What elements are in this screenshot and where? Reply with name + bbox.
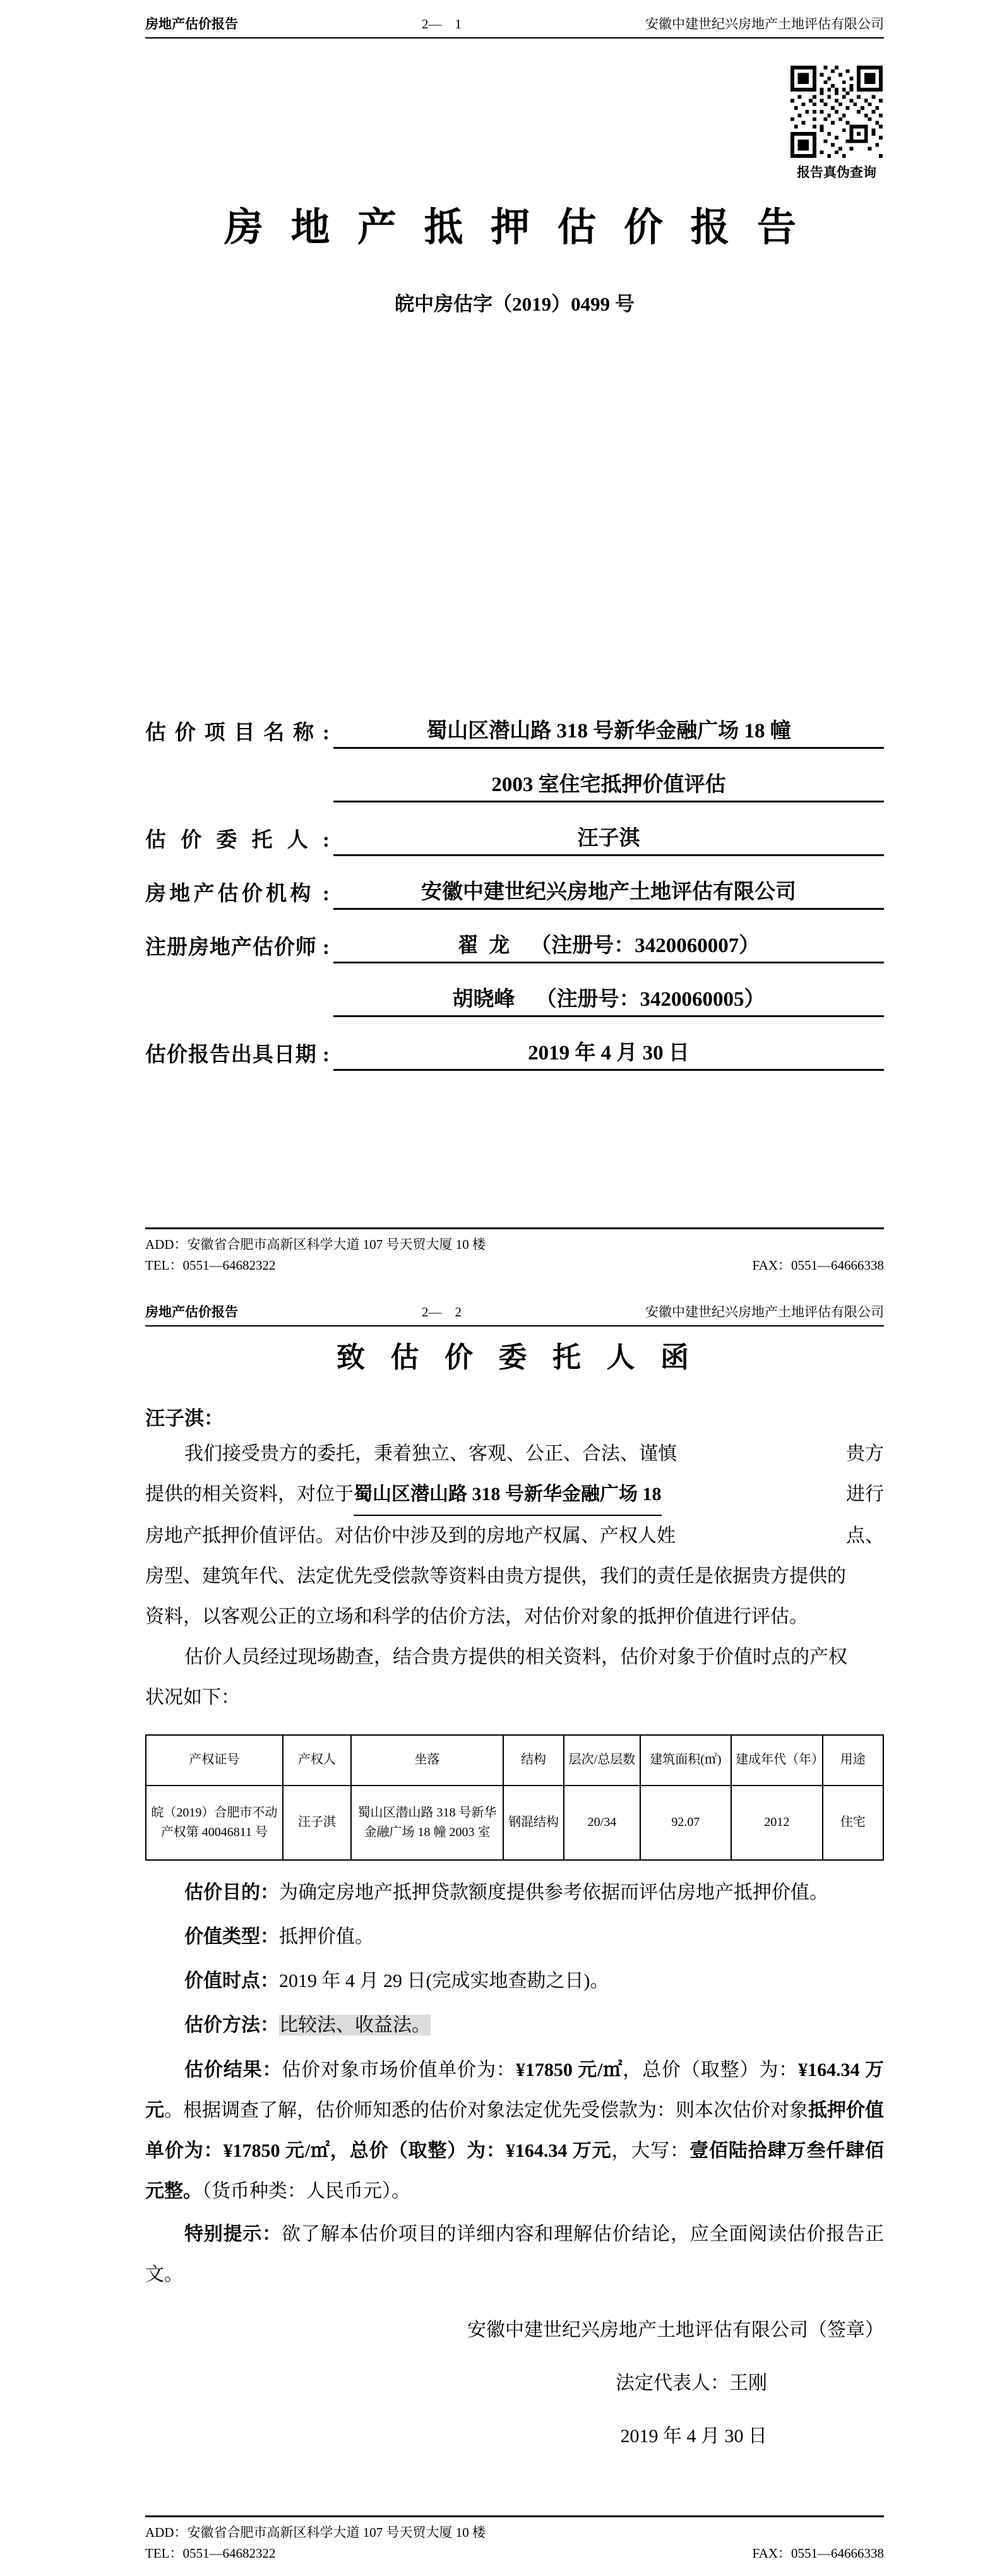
mortgage-unit-price-value: ¥17850 元/㎡ bbox=[223, 2140, 330, 2161]
intro-line-2-tail: 进行 bbox=[846, 1483, 884, 1505]
table-header-cell: 产权人 bbox=[283, 1735, 351, 1786]
appraisal-purpose-label: 估价目的： bbox=[184, 1881, 279, 1903]
table-header-cell: 用途 bbox=[823, 1735, 883, 1786]
appraisal-summary-items bbox=[145, 1871, 884, 2048]
appraisal-method-label: 估价方法： bbox=[184, 2014, 279, 2036]
value-date-text: 2019 年 4 月 29 日(完成实地查勘之日)。 bbox=[279, 1970, 609, 1991]
issue-date-label: 估价报告出具日期 : bbox=[145, 1043, 330, 1066]
result-label: 估价结果： bbox=[184, 2059, 282, 2080]
project-name-row bbox=[145, 695, 884, 749]
table-header-cell: 建成年代（年） bbox=[731, 1735, 822, 1786]
appraisal-method-line bbox=[145, 2003, 884, 2048]
result-text: 。根据调查了解，估价师知悉的估价对象法定优先受偿款为：则本次估价对象 bbox=[164, 2099, 808, 2121]
issue-date-value: 2019 年 4 月 30 日 bbox=[333, 1036, 884, 1071]
total-price-value: ¥164.34 万元 bbox=[145, 2059, 885, 2121]
table-header-cell: 坐落 bbox=[351, 1735, 503, 1786]
special-note-label: 特别提示： bbox=[184, 2223, 282, 2245]
result-text-bold: ，总价（取整）为： bbox=[330, 2140, 506, 2161]
empty-label bbox=[145, 799, 330, 802]
survey-line-1-text: 估价人员经过现场勘查，结合贵方提供的相关资料，估价对象于价值时点的产权 bbox=[184, 1646, 847, 1667]
result-paragraph bbox=[145, 2050, 884, 2212]
result-text: ，总价（取整）为： bbox=[623, 2059, 799, 2080]
intro-paragraph bbox=[145, 1434, 884, 1718]
intro-line-5 bbox=[145, 1597, 884, 1637]
appraisal-purpose-line bbox=[145, 1871, 884, 1915]
table-cell: 汪子淇 bbox=[283, 1786, 351, 1860]
page-header bbox=[145, 1303, 884, 1327]
agency-value: 安徽中建世纪兴房地产土地评估有限公司 bbox=[333, 875, 884, 910]
table-cell: 蜀山区潜山路 318 号新华金融广场 18 幢 2003 室 bbox=[351, 1786, 503, 1860]
table-row bbox=[146, 1786, 883, 1860]
signature-company: 安徽中建世纪兴房地产土地评估有限公司（签章） bbox=[467, 2319, 884, 2340]
value-date-label: 价值时点： bbox=[184, 1970, 279, 1991]
report-number: 皖中房估字（2019）0499 号 bbox=[395, 292, 635, 315]
intro-line-1-tail: 贵方 bbox=[846, 1443, 884, 1464]
header-doc-name: 房地产估价报告 bbox=[145, 16, 238, 32]
agency-row bbox=[145, 856, 884, 910]
signature-legal-rep: 法定代表人：王刚 bbox=[616, 2372, 767, 2394]
appraiser-2-value: 胡晓峰 （注册号：3420060005） bbox=[333, 982, 884, 1017]
footer-tel: TEL：0551—64682322 bbox=[145, 2546, 276, 2561]
appraisal-purpose-text: 为确定房地产抵押贷款额度提供参考依据而评估房地产抵押价值。 bbox=[279, 1881, 828, 1903]
redacted-text-gap bbox=[676, 1516, 846, 1556]
special-note-text: 欲了解本估价项目的详细内容和理解估价结论，应全面阅读估价报告正文。 bbox=[145, 2223, 884, 2285]
unit-price-value: ¥17850 元/㎡ bbox=[515, 2059, 623, 2080]
result-text: 估价对象市场价值单价为： bbox=[282, 2059, 516, 2080]
result-text-bold: 抵押价值单价为： bbox=[145, 2099, 884, 2161]
header-page-number: 2— 2 bbox=[422, 1304, 462, 1320]
client-label: 估 价 委 托 人 : bbox=[145, 828, 330, 852]
empty-label bbox=[145, 1014, 330, 1017]
table-cell: 20/34 bbox=[564, 1786, 640, 1860]
appraiser-1-value: 翟 龙 （注册号：3420060007） bbox=[333, 929, 884, 963]
intro-line-1-text: 我们接受贵方的委托，秉着独立、客观、公正、合法、谨慎 bbox=[184, 1443, 677, 1464]
value-type-line bbox=[145, 1915, 884, 1959]
appraisal-cover-form bbox=[145, 695, 884, 1071]
page-footer bbox=[145, 1227, 884, 1288]
table-cell: 住宅 bbox=[823, 1786, 883, 1860]
issue-date-row bbox=[145, 1017, 884, 1071]
table-header-row bbox=[146, 1735, 883, 1786]
table-header-cell: 产权证号 bbox=[146, 1735, 283, 1786]
appraiser-row-1 bbox=[145, 910, 884, 963]
letter-title: 致 估 价 委 托 人 函 bbox=[336, 1342, 693, 1374]
appraiser-row-2 bbox=[145, 963, 884, 1017]
appraisal-method-text: 比较法、收益法。 bbox=[279, 2014, 431, 2036]
table-cell: 2012 bbox=[731, 1786, 822, 1860]
signature-block bbox=[145, 2304, 884, 2463]
redacted-text-gap bbox=[677, 1434, 846, 1474]
property-rights-table bbox=[145, 1734, 884, 1861]
intro-line-1 bbox=[145, 1434, 884, 1474]
survey-line-2 bbox=[145, 1678, 884, 1718]
intro-line-5-text: 资料，以客观公正的立场和科学的估价方法，对估价对象的抵押价值进行评估。 bbox=[145, 1606, 808, 1627]
mortgage-total-price-value: ¥164.34 万元 bbox=[505, 2140, 612, 2161]
page-footer bbox=[145, 2515, 884, 2576]
intro-line-3-text: 房地产抵押价值评估。对估价中涉及到的房地产权属、产权人姓 bbox=[145, 1525, 676, 1546]
footer-address: ADD：安徽省合肥市高新区科学大道 107 号天贸大厦 10 楼 bbox=[145, 1236, 486, 1252]
page-2 bbox=[0, 1288, 1002, 2576]
footer-fax: FAX：0551—64666338 bbox=[752, 2546, 884, 2561]
header-company-name: 安徽中建世纪兴房地产土地评估有限公司 bbox=[645, 16, 884, 32]
signature-date: 2019 年 4 月 30 日 bbox=[620, 2425, 767, 2447]
intro-line-3-tail: 点、 bbox=[846, 1525, 884, 1546]
value-type-label: 价值类型： bbox=[184, 1926, 279, 1947]
qr-verification-block bbox=[789, 66, 884, 181]
report-title: 房 地 产 抵 押 估 价 报 告 bbox=[224, 206, 805, 250]
redacted-text-gap bbox=[662, 1474, 847, 1516]
currency-note: （货币种类：人民币元）。 bbox=[202, 2180, 410, 2202]
salutation: 汪子淇： bbox=[145, 1407, 224, 1430]
page-header bbox=[145, 15, 884, 39]
project-name-label: 估 价 项 目 名 称 : bbox=[145, 721, 330, 744]
intro-line-4 bbox=[145, 1556, 884, 1597]
table-header-cell: 结构 bbox=[503, 1735, 564, 1786]
agency-label: 房地产估价机构 : bbox=[145, 882, 330, 905]
header-page-number: 2— 1 bbox=[422, 16, 462, 32]
table-cell: 92.07 bbox=[640, 1786, 731, 1860]
project-name-row-2 bbox=[145, 749, 884, 802]
qr-caption: 报告真伪查询 bbox=[797, 165, 876, 180]
client-value: 汪子淇 bbox=[333, 821, 884, 856]
table-header-cell: 层次/总层数 bbox=[564, 1735, 640, 1786]
survey-line-2-text: 状况如下： bbox=[145, 1686, 240, 1708]
property-name-highlight: 蜀山区潜山路 318 号新华金融广场 18 bbox=[354, 1474, 662, 1516]
amount-in-words: 壹佰陆拾肆万叁仟肆佰元整。 bbox=[145, 2140, 885, 2202]
project-name-value-line1: 蜀山区潜山路 318 号新华金融广场 18 幢 bbox=[333, 714, 884, 749]
footer-tel: TEL：0551—64682322 bbox=[145, 1258, 276, 1273]
qr-code bbox=[790, 66, 883, 158]
special-note-paragraph bbox=[145, 2214, 884, 2295]
table-cell: 钢混结构 bbox=[503, 1786, 564, 1860]
intro-line-2 bbox=[145, 1474, 884, 1516]
table-cell: 皖（2019）合肥市不动产权第 40046811 号 bbox=[146, 1786, 283, 1860]
value-date-line bbox=[145, 1959, 884, 2003]
intro-line-3 bbox=[145, 1516, 884, 1556]
header-company-name: 安徽中建世纪兴房地产土地评估有限公司 bbox=[645, 1304, 884, 1320]
intro-line-4-text: 房型、建筑年代、法定优先受偿款等资料由贵方提供，我们的责任是依据贵方提供的 bbox=[145, 1565, 846, 1587]
project-name-value-line2: 2003 室住宅抵押价值评估 bbox=[333, 768, 884, 802]
appraiser-label: 注册房地产估价师 : bbox=[145, 936, 330, 959]
footer-fax: FAX：0551—64666338 bbox=[752, 1258, 884, 1273]
header-doc-name: 房地产估价报告 bbox=[145, 1304, 238, 1320]
table-header-cell: 建筑面积(㎡) bbox=[640, 1735, 731, 1786]
footer-address: ADD：安徽省合肥市高新区科学大道 107 号天贸大厦 10 楼 bbox=[145, 2524, 486, 2540]
intro-line-2-text: 提供的相关资料，对位于 bbox=[145, 1483, 354, 1505]
result-text: ，大写： bbox=[611, 2140, 690, 2161]
client-row bbox=[145, 802, 884, 856]
survey-line-1 bbox=[145, 1637, 884, 1678]
value-type-text: 抵押价值。 bbox=[279, 1926, 374, 1947]
